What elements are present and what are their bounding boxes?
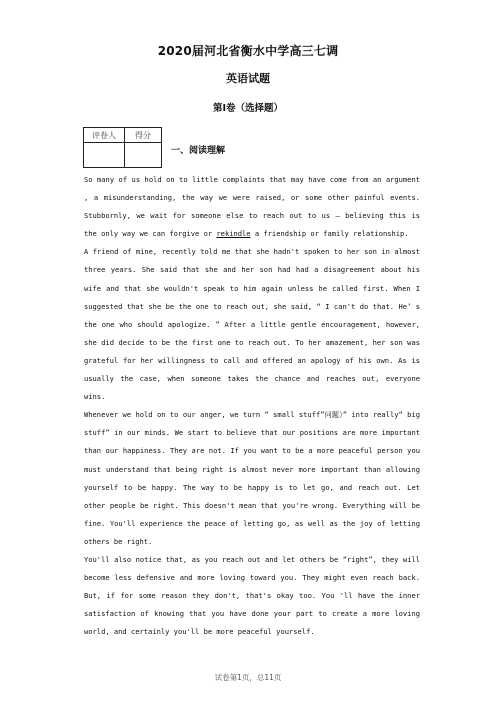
underlined-word: rekindle	[216, 229, 251, 239]
score-table	[83, 127, 162, 168]
passage-paragraph-4: You'll also notice that, as you reach out and let others be “right”, they will become less defensive and more loving toward you. They might even reach back. But, if for some reason they don't, that's okay too. You 'll have the inner satisfaction of knowing that you have done your part to create a more loving world, and certainly you'll be more peaceful yourself.	[84, 554, 420, 637]
volume-heading: 第Ⅰ卷（选择题）	[212, 103, 284, 114]
exam-subtitle: 英语试题	[226, 72, 270, 85]
score-table-grader-cell	[84, 143, 125, 168]
passage-paragraph-1	[84, 171, 420, 243]
page-footer: 试卷第1页，总11页	[214, 673, 282, 682]
score-table-score-label: 得分	[125, 128, 162, 143]
passage-text: a friendship or family relationship.	[250, 229, 409, 239]
exam-title: 2020届河北省衡水中学高三七调	[157, 44, 339, 58]
passage-text: So many of us hold on to little complaints that may have come from an argument , a misunderstanding, the way we were raised, or some other painful events. Stubbornly, we wait for someone else to reach out to us — believing this is the only way we can forgive or	[84, 175, 420, 239]
section-heading: 一、阅读理解	[171, 146, 226, 156]
reading-passage	[84, 171, 420, 641]
score-table-grader-label: 评卷人	[84, 128, 125, 143]
score-table-score-cell	[125, 143, 162, 168]
passage-paragraph-2: A friend of mine, recently told me that she hadn't spoken to her son in almost three years. She said that she and her son had had a disagreement about his wife and that she wouldn't speak to him again unless he called first. When I suggested that she be the one to reach out, she said, “ I can't do that. He’ s the one who should apologize. ” After a little gentle encouragement, however, she did decide to be the first one to reach out. To her amazement, her son was grateful for her willingness to call and offered an apology of his own. As is usually the case, when someone takes the chance and reaches out, everyone wins.	[84, 247, 420, 402]
passage-paragraph-3: Whenever we hold on to our anger, we turn “ small stuff”问题）” into really“ big stuff” in our minds. We start to believe that our positions are more important than our happiness. They are not. If you want to be a more peaceful person you must understand that being right is almost never more important than allowing yourself to be happy. The way to be happy is to let go, and reach out. Let other people be right. This doesn't mean that you're wrong. Everything will be fine. You'll experience the peace of letting go, as well as the joy of letting others be right.	[84, 410, 420, 546]
